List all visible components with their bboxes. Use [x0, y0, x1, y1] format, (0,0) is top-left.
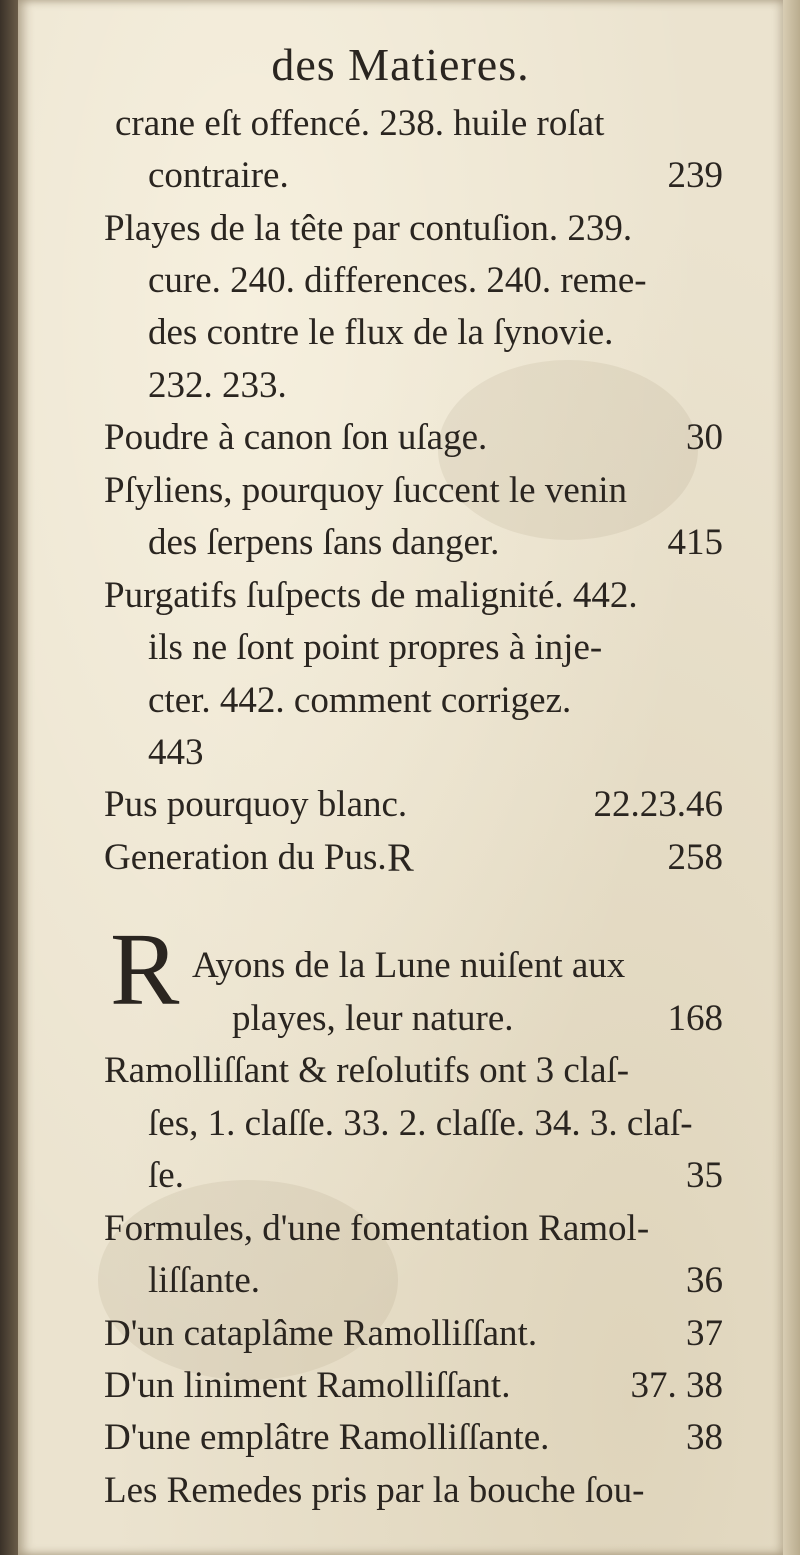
index-entry [18, 360, 783, 412]
entry-text: Les Remedes pris par la bouche ſou- [104, 1470, 645, 1511]
entry-text: Purgatifs ſuſpects de malignité. 442. [104, 575, 638, 616]
index-entry [18, 779, 783, 831]
entry-page-number: 35 [686, 1155, 723, 1196]
entry-text: cter. 442. comment corrigez. [148, 680, 572, 721]
entry-page-number: 168 [667, 998, 723, 1039]
index-entry [18, 727, 783, 779]
index-entry [18, 98, 783, 150]
index-entry [18, 1150, 783, 1202]
entry-text: Poudre à canon ſon uſage. [104, 417, 488, 458]
index-entry [18, 1412, 783, 1464]
entry-page-number: 36 [686, 1260, 723, 1301]
entry-text: ils ne ſont point propres à inje- [148, 627, 603, 668]
index-entry [18, 1203, 783, 1255]
entry-text: Generation du Pus. [104, 837, 387, 878]
entry-page-number: 30 [686, 417, 723, 458]
entry-text: playes, leur nature. [232, 998, 514, 1039]
entry-text: des contre le flux de la ſynovie. [148, 312, 614, 353]
index-entry [18, 570, 783, 622]
entry-page-number: 37 [686, 1313, 723, 1354]
book-page [18, 0, 783, 1555]
index-entry [18, 412, 783, 464]
entry-text: contraire. [148, 155, 289, 196]
entry-page-number: 258 [667, 837, 723, 878]
index-entry [18, 622, 783, 674]
book-gutter [0, 0, 18, 1555]
entry-page-number: 37. 38 [630, 1365, 723, 1406]
index-entry [18, 1465, 783, 1517]
entry-text: D'une emplâtre Ramolliſſante. [104, 1417, 550, 1458]
index-entry [18, 465, 783, 517]
entry-text: 232. 233. [148, 365, 287, 406]
entry-text: crane eſt offencé. 238. huile roſat [115, 103, 605, 144]
entry-text: ſe. [148, 1155, 184, 1196]
entry-text: Pus pourquoy blanc. [104, 784, 408, 825]
index-entry [18, 1045, 783, 1097]
entry-page-number: 22.23.46 [593, 784, 723, 825]
entry-page-number: 38 [686, 1417, 723, 1458]
drop-cap: R [110, 912, 180, 1027]
entry-page-number: 415 [667, 522, 723, 563]
entry-text: 443 [148, 732, 204, 773]
entry-page-number: 239 [667, 155, 723, 196]
index-entry [18, 150, 783, 202]
index-entry [18, 517, 783, 569]
index-entry [18, 203, 783, 255]
index-entry [18, 255, 783, 307]
entry-text: D'un liniment Ramolliſſant. [104, 1365, 511, 1406]
entry-text: Ayons de la Lune nuiſent aux [192, 945, 626, 986]
entry-text: liſſante. [148, 1260, 260, 1301]
index-entry [18, 1098, 783, 1150]
entry-text: ſes, 1. claſſe. 33. 2. claſſe. 34. 3. claſ- [148, 1103, 693, 1144]
index-entry [18, 675, 783, 727]
index-entry [18, 1255, 783, 1307]
entry-text: des ſerpens ſans danger. [148, 522, 500, 563]
entry-text: Pſyliens, pourquoy ſuccent le venin [104, 470, 628, 511]
entry-text: Playes de la tête par contuſion. 239. [104, 208, 633, 249]
index-entry [18, 307, 783, 359]
page-edge [783, 0, 800, 1555]
entry-text: D'un cataplâme Ramolliſſant. [104, 1313, 538, 1354]
running-header: des Matieres. [271, 39, 530, 90]
entry-text: cure. 240. differences. 240. reme- [148, 260, 647, 301]
section-letter: R [387, 835, 414, 880]
index-entry [18, 1360, 783, 1412]
index-entry [18, 1308, 783, 1360]
entry-text: Ramolliſſant & reſolutifs ont 3 claſ- [104, 1050, 630, 1091]
entry-text: Formules, d'une fomentation Ramol- [104, 1208, 650, 1249]
